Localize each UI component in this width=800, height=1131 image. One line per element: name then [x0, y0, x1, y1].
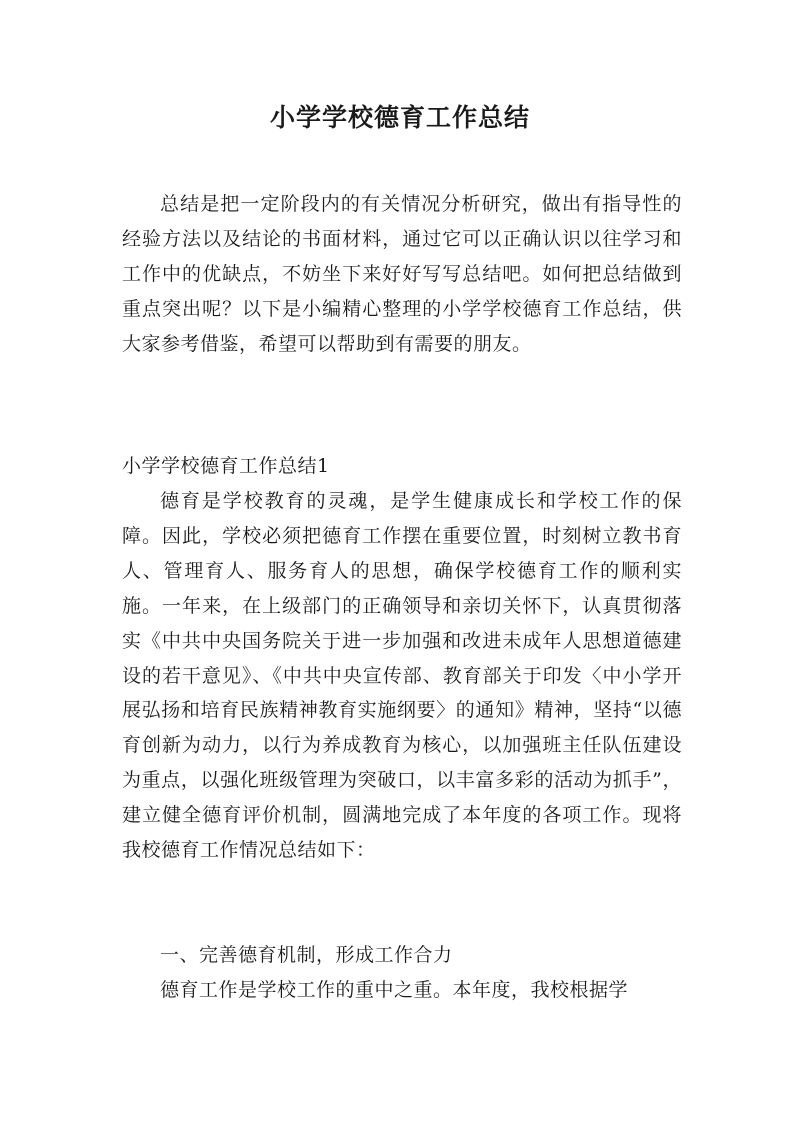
intro-paragraph: 总结是把一定阶段内的有关情况分析研究，做出有指导性的经验方法以及结论的书面材料，通过它可以正确认识以往学习和工作中的优缺点，不妨坐下来好好写写总结吧。如何把总结做到重点突出呢？以下是小编精心整理的小学学校德育工作总结，供大家参考借鉴，希望可以帮助到有需要的朋友。 — [122, 193, 682, 355]
section-heading-1: 一、完善德育机制，形成工作合力 — [160, 944, 453, 966]
section-body-paragraph-1: 德育工作是学校工作的重中之重。本年度，我校根据学 — [160, 979, 629, 1001]
summary-heading-1: 小学学校德育工作总结1 — [122, 455, 330, 477]
summary-body-paragraph-1: 德育是学校教育的灵魂，是学生健康成长和学校工作的保障。因此，学校必须把德育工作摆在重要位置，时刻树立教书育人、管理育人、服务育人的思想，确保学校德育工作的顺利实施。一年来，在上级部门的正确领导和亲切关怀下，认真贯彻落实《中共中央国务院关于进一步加强和改进未成年人思想道德建设的若干意见》、《中共中央宣传部、教育部关于印发〈中小学开展弘扬和培育民族精神教育实施纲要〉的通知》精神，坚持“以德育创新为动力，以行为养成教育为核心，以加强班主任队伍建设为重点，以强化班级管理为突破口，以丰富多彩的活动为抓手”，建立健全德育评价机制，圆满地完成了本年度的各项工作。现将我校德育工作情况总结如下： — [122, 490, 682, 862]
document-title: 小学学校德育工作总结 — [269, 103, 530, 132]
